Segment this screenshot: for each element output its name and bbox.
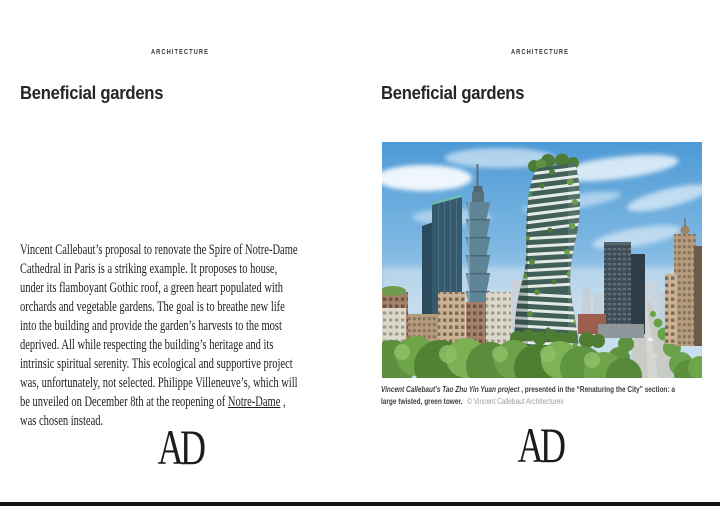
article-page-right: [360, 0, 720, 509]
body-line: orchards and vegetable gardens. The goal is to breathe new life: [20, 299, 285, 315]
body-line: Cathedral in Paris is a striking example. It proposes to house,: [20, 261, 278, 277]
body-line-with-link: [20, 393, 298, 412]
ad-logo[interactable]: AD: [517, 417, 563, 473]
body-line: was chosen instead.: [20, 413, 104, 429]
caption-project-name: Vincent Callebaut’s Tao Zhu Yin Yuan project: [381, 385, 520, 394]
body-line: under its flamboyant Gothic roof, a green heart populated with: [20, 280, 284, 296]
article-title: Beneficial gardens: [20, 82, 164, 103]
article-photo: [382, 142, 702, 378]
caption-credit: © Vincent Callebaut Architectures: [467, 397, 564, 406]
body-line: intrinsic spiritual serenity. This ecological and supportive project: [20, 356, 293, 372]
body-line: Vincent Callebaut’s proposal to renovate the Spire of Notre-Dame: [20, 242, 298, 258]
body-line: into the building and provide the garden’s harvests to the most: [20, 318, 282, 334]
caption-text: large twisted, green tower.: [381, 397, 463, 406]
photo-caption: [381, 384, 705, 408]
bottom-rule: [0, 502, 720, 506]
category-label-architecture[interactable]: ARCHITECTURE: [150, 49, 210, 56]
article-body: [20, 241, 298, 431]
body-text-segment: ,: [280, 394, 286, 410]
ad-logo[interactable]: AD: [157, 419, 203, 475]
body-line: was, unfortunately, not selected. Philippe Villeneuve’s, which will: [20, 375, 298, 391]
caption-text: , presented in the “Renaturing the City” section: a: [519, 385, 675, 394]
body-text-segment: be unveiled on December 8th at the reopening of: [20, 394, 228, 410]
dark-midrise-tower: [604, 242, 645, 334]
body-line: deprived. All while respecting the building’s heritage and its: [20, 337, 274, 353]
notre-dame-link[interactable]: Notre-Dame: [227, 394, 281, 410]
city-photo-illustration: [382, 142, 702, 378]
category-label-architecture[interactable]: ARCHITECTURE: [510, 49, 570, 56]
caption-line: [381, 396, 705, 408]
article-title: Beneficial gardens: [381, 82, 525, 103]
caption-line: [381, 384, 705, 396]
